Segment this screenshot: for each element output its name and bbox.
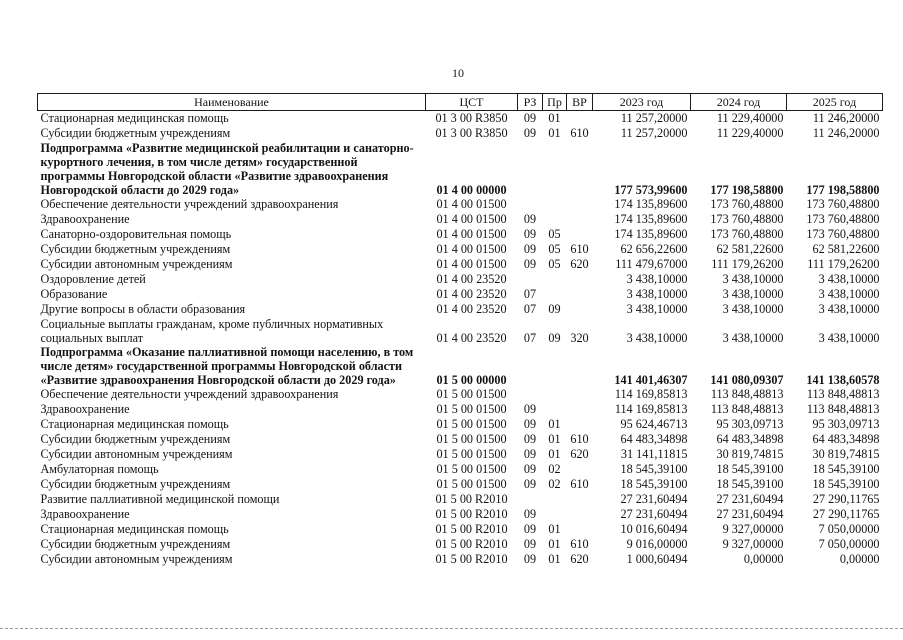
table-cell-rz: 09 (523, 462, 537, 476)
table-cell-2024: 9 327,00000 (722, 522, 784, 536)
table-cell-vr (567, 141, 593, 197)
table-cell-2025: 7 050,00000 (818, 522, 880, 536)
table-cell-2023: 3 438,10000 (626, 272, 688, 286)
header-cst: ЦСТ (426, 94, 518, 111)
table-cell-vr (567, 387, 593, 402)
table-cell-vr: 620 (570, 257, 589, 271)
table-cell-2023: 18 545,39100 (620, 477, 688, 491)
table-cell-vr (567, 197, 593, 212)
table-cell-rz: 09 (523, 212, 537, 226)
table-cell-pr: 01 (548, 522, 561, 536)
table-cell-2023: 64 483,34898 (620, 432, 688, 446)
table-row (38, 492, 883, 507)
table-cell-2025: 3 438,10000 (818, 287, 880, 301)
table-cell-cst: 01 5 00 01500 (436, 387, 507, 401)
table-cell-pr: 01 (548, 552, 561, 566)
table-cell-name: Оздоровление детей (40, 272, 146, 286)
table-cell-cst: 01 3 00 R3850 (435, 126, 508, 140)
table-cell-vr (567, 507, 593, 522)
table-row (38, 432, 883, 447)
table-cell-pr (543, 272, 567, 287)
table-cell-pr (543, 345, 567, 387)
table-cell-vr (567, 417, 593, 432)
table-cell-2024: 9 327,00000 (722, 537, 784, 551)
table-cell-vr (567, 462, 593, 477)
table-cell-2024: 30 819,74815 (716, 447, 784, 461)
table-cell-pr (543, 141, 567, 197)
table-cell-pr: 09 (548, 331, 561, 345)
table-cell-name: Здравоохранение (40, 212, 130, 226)
table-row (38, 111, 883, 127)
header-pr: Пр (543, 94, 567, 111)
table-cell-2025: 3 438,10000 (818, 331, 880, 345)
table-row (38, 462, 883, 477)
table-cell-pr (543, 492, 567, 507)
table-cell-cst: 01 5 00 R2010 (435, 537, 508, 551)
table-cell-2024: 18 545,39100 (716, 477, 784, 491)
table-cell-2025: 141 138,60578 (806, 373, 880, 387)
table-cell-cst: 01 4 00 23520 (436, 331, 507, 345)
table-cell-pr: 01 (548, 432, 561, 446)
table-cell-name: Социальные выплаты гражданам, кроме публичных нормативных социальных выплат (40, 317, 384, 345)
table-cell-name: Амбулаторная помощь (40, 462, 159, 476)
table-cell-cst: 01 5 00 01500 (436, 462, 507, 476)
table-cell-2025: 64 483,34898 (812, 432, 880, 446)
table-cell-2023: 114 169,85813 (614, 387, 688, 401)
table-cell-2025: 3 438,10000 (818, 302, 880, 316)
table-cell-2023: 141 401,46307 (614, 373, 688, 387)
table-row (38, 141, 883, 197)
table-cell-vr (567, 272, 593, 287)
table-cell-2023: 177 573,99600 (614, 183, 688, 197)
header-2023: 2023 год (593, 94, 691, 111)
table-cell-2023: 62 656,22600 (620, 242, 688, 256)
table-cell-2024: 95 303,09713 (716, 417, 784, 431)
table-cell-2025: 0,00000 (839, 552, 880, 566)
table-cell-rz: 07 (523, 302, 537, 316)
table-cell-2024: 11 229,40000 (716, 111, 784, 125)
table-cell-vr (567, 111, 593, 127)
table-cell-cst: 01 5 00 R2010 (435, 507, 508, 521)
table-cell-name: Субсидии бюджетным учреждениям (40, 242, 231, 256)
table-cell-pr: 02 (548, 477, 561, 491)
table-cell-2025: 18 545,39100 (812, 462, 880, 476)
table-cell-2025: 113 848,48813 (806, 402, 880, 416)
table-cell-name: Здравоохранение (40, 402, 130, 416)
table-cell-2023: 174 135,89600 (614, 212, 688, 226)
table-cell-rz: 09 (523, 522, 537, 536)
table-cell-2023: 3 438,10000 (626, 331, 688, 345)
table-cell-name: Стационарная медицинская помощь (40, 522, 229, 536)
table-cell-pr (543, 197, 567, 212)
table-cell-2023: 114 169,85813 (614, 402, 688, 416)
table-cell-pr (543, 287, 567, 302)
table-cell-rz: 09 (523, 432, 537, 446)
table-cell-pr (543, 507, 567, 522)
table-row (38, 287, 883, 302)
header-name: Наименование (38, 94, 426, 111)
table-cell-cst: 01 4 00 01500 (436, 257, 507, 271)
table-cell-rz: 09 (523, 126, 537, 140)
table-cell-vr (567, 402, 593, 417)
table-cell-name: Здравоохранение (40, 507, 130, 521)
table-cell-2023: 27 231,60494 (620, 507, 688, 521)
table-cell-2025: 95 303,09713 (812, 417, 880, 431)
table-cell-cst: 01 5 00 R2010 (435, 522, 508, 536)
table-cell-rz: 09 (523, 111, 537, 125)
table-cell-2025: 113 848,48813 (806, 387, 880, 401)
table-cell-name: Санаторно-оздоровительная помощь (40, 227, 232, 241)
table-cell-2024: 3 438,10000 (722, 287, 784, 301)
table-cell-name: Стационарная медицинская помощь (40, 417, 229, 431)
table-cell-2024: 141 080,09307 (710, 373, 784, 387)
table-cell-2024: 27 231,60494 (716, 492, 784, 506)
table-cell-vr: 610 (570, 537, 589, 551)
table-cell-2023: 3 438,10000 (626, 302, 688, 316)
table-cell-2024: 27 231,60494 (716, 507, 784, 521)
table-cell-2025: 111 179,26200 (807, 257, 880, 271)
table-cell-2025: 11 246,20000 (812, 126, 880, 140)
table-cell-2023: 3 438,10000 (626, 287, 688, 301)
table-cell-pr: 01 (548, 111, 561, 125)
table-row (38, 212, 883, 227)
table-row (38, 227, 883, 242)
table-cell-rz: 07 (523, 287, 537, 301)
table-cell-rz: 09 (523, 417, 537, 431)
table-cell-2024: 62 581,22600 (716, 242, 784, 256)
table-row (38, 477, 883, 492)
table-cell-name: Субсидии автономным учреждениям (40, 257, 233, 271)
table-row (38, 402, 883, 417)
table-cell-cst: 01 5 00 01500 (436, 417, 507, 431)
table-cell-cst: 01 4 00 00000 (436, 183, 507, 197)
table-cell-name: Субсидии автономным учреждениям (40, 447, 233, 461)
table-cell-name: Субсидии бюджетным учреждениям (40, 126, 231, 140)
table-cell-2025: 11 246,20000 (812, 111, 880, 125)
table-cell-2025: 18 545,39100 (812, 477, 880, 491)
table-cell-2023: 11 257,20000 (620, 126, 688, 140)
table-cell-name: Подпрограмма «Оказание паллиативной помощи населению, в том числе детям» государственной программы Новгородской области «Развитие здравоохранения Новгородской области до 2029 года» (40, 345, 414, 387)
table-row (38, 242, 883, 257)
table-cell-cst: 01 5 00 01500 (436, 432, 507, 446)
table-cell-2025: 62 581,22600 (812, 242, 880, 256)
table-cell-rz: 09 (523, 227, 537, 241)
table-cell-name: Обеспечение деятельности учреждений здравоохранения (40, 387, 339, 401)
table-cell-2024: 64 483,34898 (716, 432, 784, 446)
table-cell-2023: 27 231,60494 (620, 492, 688, 506)
table-cell-vr (567, 345, 593, 387)
table-cell-name: Обеспечение деятельности учреждений здравоохранения (40, 197, 339, 211)
table-cell-rz: 09 (523, 537, 537, 551)
table-cell-pr: 05 (548, 242, 561, 256)
table-cell-rz (518, 492, 543, 507)
table-row (38, 317, 883, 345)
table-cell-pr: 01 (548, 447, 561, 461)
table-cell-2025: 173 760,48800 (806, 227, 880, 241)
table-cell-2025: 27 290,11765 (812, 507, 880, 521)
table-row (38, 126, 883, 141)
table-cell-2024: 173 760,48800 (710, 197, 784, 211)
table-cell-2023: 174 135,89600 (614, 227, 688, 241)
table-cell-pr: 02 (548, 462, 561, 476)
table-row (38, 387, 883, 402)
table-cell-name: Развитие паллиативной медицинской помощи (40, 492, 280, 506)
table-cell-vr (567, 522, 593, 537)
table-cell-2024: 173 760,48800 (710, 212, 784, 226)
table-cell-2024: 113 848,48813 (710, 387, 784, 401)
table-cell-rz: 09 (523, 242, 537, 256)
table-cell-rz (518, 345, 543, 387)
table-cell-rz: 09 (523, 447, 537, 461)
table-cell-rz (518, 197, 543, 212)
table-cell-2023: 18 545,39100 (620, 462, 688, 476)
table-cell-cst: 01 5 00 00000 (436, 373, 507, 387)
table-cell-cst: 01 3 00 R3850 (435, 111, 508, 125)
table-cell-rz: 09 (523, 507, 537, 521)
table-cell-pr (543, 387, 567, 402)
table-cell-pr: 01 (548, 537, 561, 551)
table-row (38, 302, 883, 317)
table-row (38, 345, 883, 387)
table-cell-2023: 174 135,89600 (614, 197, 688, 211)
table-cell-2023: 11 257,20000 (620, 111, 688, 125)
header-2025: 2025 год (787, 94, 883, 111)
table-cell-2023: 95 624,46713 (620, 417, 688, 431)
table-row (38, 272, 883, 287)
table-cell-name: Субсидии автономным учреждениям (40, 552, 233, 566)
table-cell-name: Субсидии бюджетным учреждениям (40, 432, 231, 446)
table-cell-2024: 3 438,10000 (722, 272, 784, 286)
table-row (38, 537, 883, 552)
table-cell-cst: 01 5 00 01500 (436, 447, 507, 461)
table-cell-2025: 177 198,58800 (806, 183, 880, 197)
table-row (38, 522, 883, 537)
table-cell-rz (518, 141, 543, 197)
table-cell-pr: 01 (548, 417, 561, 431)
table-cell-vr: 610 (570, 242, 589, 256)
budget-table (37, 93, 883, 567)
table-cell-vr (567, 227, 593, 242)
table-cell-cst: 01 4 00 23520 (436, 287, 507, 301)
table-cell-cst: 01 4 00 01500 (436, 227, 507, 241)
table-cell-cst: 01 5 00 01500 (436, 477, 507, 491)
table-cell-pr: 05 (548, 257, 561, 271)
table-cell-2025: 3 438,10000 (818, 272, 880, 286)
table-cell-2024: 3 438,10000 (722, 302, 784, 316)
table-cell-name: Субсидии бюджетным учреждениям (40, 477, 231, 491)
table-row (38, 197, 883, 212)
table-cell-rz: 09 (523, 402, 537, 416)
table-cell-vr: 620 (570, 552, 589, 566)
table-cell-vr (567, 302, 593, 317)
table-cell-2023: 1 000,60494 (626, 552, 688, 566)
table-cell-vr: 320 (570, 331, 589, 345)
table-cell-cst: 01 4 00 23520 (436, 272, 507, 286)
table-cell-2025: 27 290,11765 (812, 492, 880, 506)
table-cell-cst: 01 4 00 01500 (436, 212, 507, 226)
table-cell-vr (567, 492, 593, 507)
table-cell-2024: 3 438,10000 (722, 331, 784, 345)
table-cell-vr: 610 (570, 432, 589, 446)
table-cell-vr: 610 (570, 126, 589, 140)
table-cell-rz (518, 272, 543, 287)
page-number: 10 (452, 66, 464, 80)
table-cell-name: Субсидии бюджетным учреждениям (40, 537, 231, 551)
table-cell-rz: 09 (523, 552, 537, 566)
table-row (38, 507, 883, 522)
table-cell-2025: 7 050,00000 (818, 537, 880, 551)
table-cell-vr (567, 212, 593, 227)
table-cell-2023: 31 141,11815 (620, 447, 688, 461)
table-cell-cst: 01 5 00 R2010 (435, 552, 508, 566)
table-cell-name: Другие вопросы в области образования (40, 302, 246, 316)
table-cell-2024: 0,00000 (743, 552, 784, 566)
table-row (38, 552, 883, 567)
table-cell-rz: 07 (523, 331, 537, 345)
table-cell-rz (518, 387, 543, 402)
table-row (38, 417, 883, 432)
table-cell-2024: 177 198,58800 (710, 183, 784, 197)
scan-edge-line (0, 628, 903, 629)
table-row (38, 257, 883, 272)
table-cell-2024: 11 229,40000 (716, 126, 784, 140)
table-cell-2023: 9 016,00000 (626, 537, 688, 551)
table-cell-name: Стационарная медицинская помощь (40, 111, 229, 125)
table-cell-name: Подпрограмма «Развитие медицинской реабилитации и санаторно-курортного лечения, в том числе детям» государственной программы Новгородской области «Развитие здравоохранения Новгородской области до 2029 года» (40, 141, 414, 197)
table-cell-cst: 01 4 00 23520 (436, 302, 507, 316)
table-cell-cst: 01 4 00 01500 (436, 242, 507, 256)
header-2024: 2024 год (691, 94, 787, 111)
header-vr: ВР (567, 94, 593, 111)
table-cell-cst: 01 5 00 R2010 (435, 492, 508, 506)
table-row (38, 447, 883, 462)
table-body (38, 111, 883, 568)
table-cell-2025: 30 819,74815 (812, 447, 880, 461)
table-cell-pr (543, 212, 567, 227)
table-cell-2024: 111 179,26200 (711, 257, 784, 271)
table-cell-2024: 173 760,48800 (710, 227, 784, 241)
table-cell-2024: 18 545,39100 (716, 462, 784, 476)
table-cell-2023: 10 016,60494 (620, 522, 688, 536)
table-cell-pr: 09 (548, 302, 561, 316)
table-cell-cst: 01 4 00 01500 (436, 197, 507, 211)
table-cell-2025: 173 760,48800 (806, 197, 880, 211)
table-cell-2024: 113 848,48813 (710, 402, 784, 416)
table-cell-vr: 610 (570, 477, 589, 491)
table-cell-name: Образование (40, 287, 108, 301)
table-cell-vr: 620 (570, 447, 589, 461)
table-cell-cst: 01 5 00 01500 (436, 402, 507, 416)
table-cell-rz: 09 (523, 257, 537, 271)
table-header-row (38, 94, 883, 111)
table-cell-2023: 111 479,67000 (615, 257, 688, 271)
table-cell-pr: 05 (548, 227, 561, 241)
table-cell-rz: 09 (523, 477, 537, 491)
table-cell-pr (543, 402, 567, 417)
table-cell-vr (567, 287, 593, 302)
table-cell-pr: 01 (548, 126, 561, 140)
table-cell-2025: 173 760,48800 (806, 212, 880, 226)
header-rz: РЗ (518, 94, 543, 111)
